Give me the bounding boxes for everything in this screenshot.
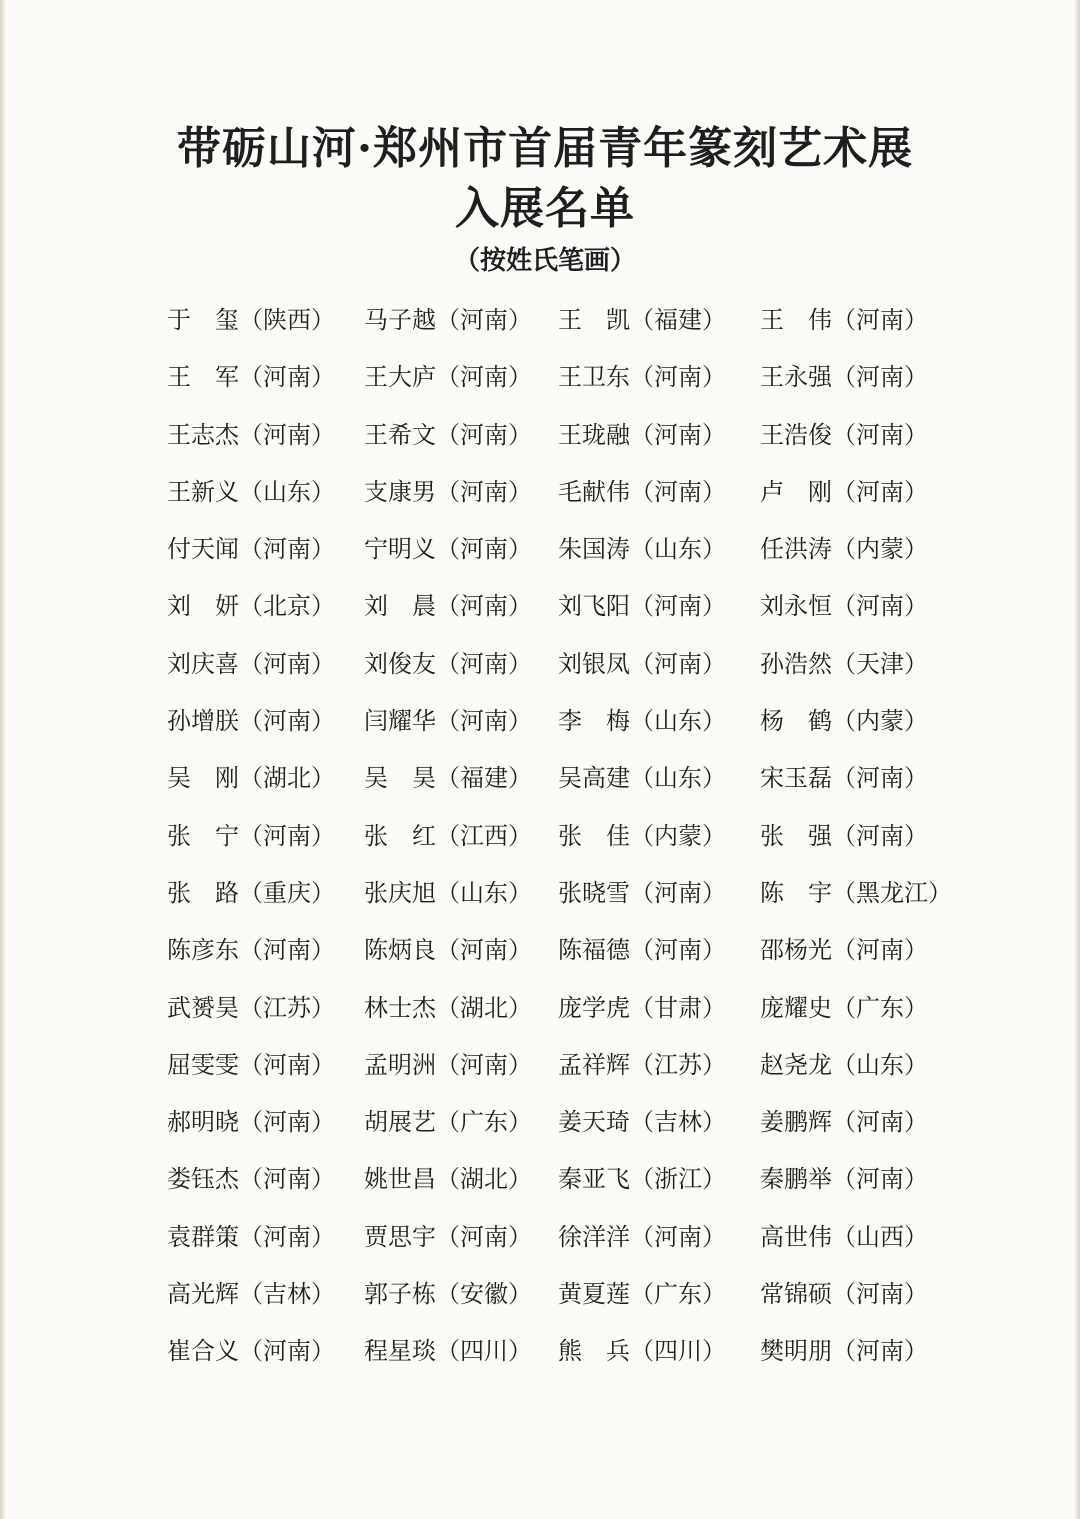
participant-entry: 姜天琦（吉林） bbox=[558, 1108, 726, 1137]
participant-entry: 毛献伟（河南） bbox=[558, 477, 726, 506]
participant-entry: 吴 昊（福建） bbox=[364, 764, 532, 793]
participant-entry: 任洪涛（内蒙） bbox=[760, 535, 928, 564]
participant-entry: 孟祥辉（江苏） bbox=[558, 1050, 726, 1079]
participant-entry: 姜鹏辉（河南） bbox=[760, 1108, 928, 1137]
participant-entry: 屈雯雯（河南） bbox=[167, 1050, 335, 1079]
participant-entry: 王 伟（河南） bbox=[760, 306, 928, 334]
participant-entry: 黄夏莲（广东） bbox=[558, 1280, 726, 1309]
list-row bbox=[0, 300, 1080, 357]
participant-entry: 李 梅（山东） bbox=[558, 707, 726, 736]
participant-entry: 王希文（河南） bbox=[364, 420, 532, 449]
participant-entry: 张 路（重庆） bbox=[167, 878, 335, 907]
list-row bbox=[0, 988, 1080, 1045]
participant-entry: 林士杰（湖北） bbox=[364, 993, 532, 1022]
list-row bbox=[0, 472, 1080, 529]
participant-entry: 刘 晨（河南） bbox=[364, 592, 532, 621]
participant-entry: 杨 鹤（内蒙） bbox=[760, 707, 928, 736]
list-row bbox=[0, 1102, 1080, 1159]
participant-entry: 刘俊友（河南） bbox=[364, 649, 532, 678]
participant-entry: 高光辉（吉林） bbox=[167, 1280, 335, 1309]
participant-entry: 刘永恒（河南） bbox=[760, 592, 928, 621]
list-row bbox=[0, 1331, 1080, 1388]
participant-entry: 孙增朕（河南） bbox=[167, 707, 335, 736]
participant-entry: 刘庆喜（河南） bbox=[167, 649, 335, 678]
participant-entry: 崔合义（河南） bbox=[167, 1337, 335, 1366]
participant-entry: 宁明义（河南） bbox=[364, 535, 532, 564]
participant-entry: 宋玉磊（河南） bbox=[760, 764, 928, 793]
participant-list bbox=[0, 300, 1080, 1389]
participant-entry: 王志杰（河南） bbox=[167, 420, 335, 449]
participant-entry: 庞耀史（广东） bbox=[760, 993, 928, 1022]
list-row bbox=[0, 1274, 1080, 1331]
participant-entry: 陈炳良（河南） bbox=[364, 936, 532, 965]
participant-entry: 张 强（河南） bbox=[760, 821, 928, 850]
participant-entry: 张晓雪（河南） bbox=[558, 878, 726, 907]
participant-entry: 孙浩然（天津） bbox=[760, 649, 928, 678]
list-row bbox=[0, 415, 1080, 472]
participant-entry: 陈 宇（黑龙江） bbox=[760, 878, 952, 907]
participant-entry: 熊 兵（四川） bbox=[558, 1337, 726, 1366]
participant-entry: 赵尧龙（山东） bbox=[760, 1050, 928, 1079]
participant-entry: 郭子栋（安徽） bbox=[364, 1280, 532, 1309]
participant-entry: 高世伟（山西） bbox=[760, 1222, 928, 1251]
participant-entry: 王大庐（河南） bbox=[364, 363, 532, 392]
participant-entry: 于 玺（陕西） bbox=[167, 306, 335, 334]
participant-entry: 徐洋洋（河南） bbox=[558, 1222, 726, 1251]
participant-entry: 王浩俊（河南） bbox=[760, 420, 928, 449]
participant-entry: 王新义（山东） bbox=[167, 477, 335, 506]
list-row bbox=[0, 586, 1080, 643]
list-row bbox=[0, 644, 1080, 701]
list-row bbox=[0, 873, 1080, 930]
participant-entry: 武赟昊（江苏） bbox=[167, 993, 335, 1022]
document-title-line2: 入展名单 bbox=[455, 183, 635, 234]
participant-entry: 刘 妍（北京） bbox=[167, 592, 335, 621]
participant-entry: 马子越（河南） bbox=[364, 306, 532, 334]
participant-entry: 孟明洲（河南） bbox=[364, 1050, 532, 1079]
participant-entry: 刘飞阳（河南） bbox=[558, 592, 726, 621]
document-subtitle: （按姓氏笔画） bbox=[453, 246, 636, 276]
document-title: 带砺山河·郑州市首届青年篆刻艺术展 bbox=[176, 123, 914, 174]
participant-entry: 郝明晓（河南） bbox=[167, 1108, 335, 1137]
participant-entry: 支康男（河南） bbox=[364, 477, 532, 506]
participant-entry: 袁群策（河南） bbox=[167, 1222, 335, 1251]
list-row bbox=[0, 758, 1080, 815]
participant-entry: 张 宁（河南） bbox=[167, 821, 335, 850]
participant-entry: 贾思宇（河南） bbox=[364, 1222, 532, 1251]
participant-entry: 邵杨光（河南） bbox=[760, 936, 928, 965]
list-row bbox=[0, 930, 1080, 987]
participant-entry: 秦亚飞（浙江） bbox=[558, 1165, 726, 1194]
participant-entry: 常锦硕（河南） bbox=[760, 1280, 928, 1309]
participant-entry: 王珑融（河南） bbox=[558, 420, 726, 449]
list-row bbox=[0, 529, 1080, 586]
participant-entry: 吴高建（山东） bbox=[558, 764, 726, 793]
participant-entry: 刘银凤（河南） bbox=[558, 649, 726, 678]
participant-entry: 卢 刚（河南） bbox=[760, 477, 928, 506]
participant-entry: 王 凯（福建） bbox=[558, 306, 726, 334]
participant-entry: 秦鹏举（河南） bbox=[760, 1165, 928, 1194]
list-row bbox=[0, 1159, 1080, 1216]
participant-entry: 吴 刚（湖北） bbox=[167, 764, 335, 793]
participant-entry: 庞学虎（甘肃） bbox=[558, 993, 726, 1022]
participant-entry: 张 佳（内蒙） bbox=[558, 821, 726, 850]
participant-entry: 樊明朋（河南） bbox=[760, 1337, 928, 1366]
participant-entry: 姚世昌（湖北） bbox=[364, 1165, 532, 1194]
participant-entry: 陈彦东（河南） bbox=[167, 936, 335, 965]
list-row bbox=[0, 816, 1080, 873]
list-row bbox=[0, 357, 1080, 414]
participant-entry: 程星琰（四川） bbox=[364, 1337, 532, 1366]
participant-entry: 付天闻（河南） bbox=[167, 535, 335, 564]
list-row bbox=[0, 701, 1080, 758]
participant-entry: 闫耀华（河南） bbox=[364, 707, 532, 736]
participant-entry: 朱国涛（山东） bbox=[558, 535, 726, 564]
list-row bbox=[0, 1045, 1080, 1102]
participant-entry: 胡展艺（广东） bbox=[364, 1108, 532, 1137]
participant-entry: 张庆旭（山东） bbox=[364, 878, 532, 907]
participant-entry: 王卫东（河南） bbox=[558, 363, 726, 392]
participant-entry: 陈福德（河南） bbox=[558, 936, 726, 965]
participant-entry: 王永强（河南） bbox=[760, 363, 928, 392]
participant-entry: 王 军（河南） bbox=[167, 363, 335, 392]
list-row bbox=[0, 1217, 1080, 1274]
participant-entry: 娄钰杰（河南） bbox=[167, 1165, 335, 1194]
participant-entry: 张 红（江西） bbox=[364, 821, 532, 850]
